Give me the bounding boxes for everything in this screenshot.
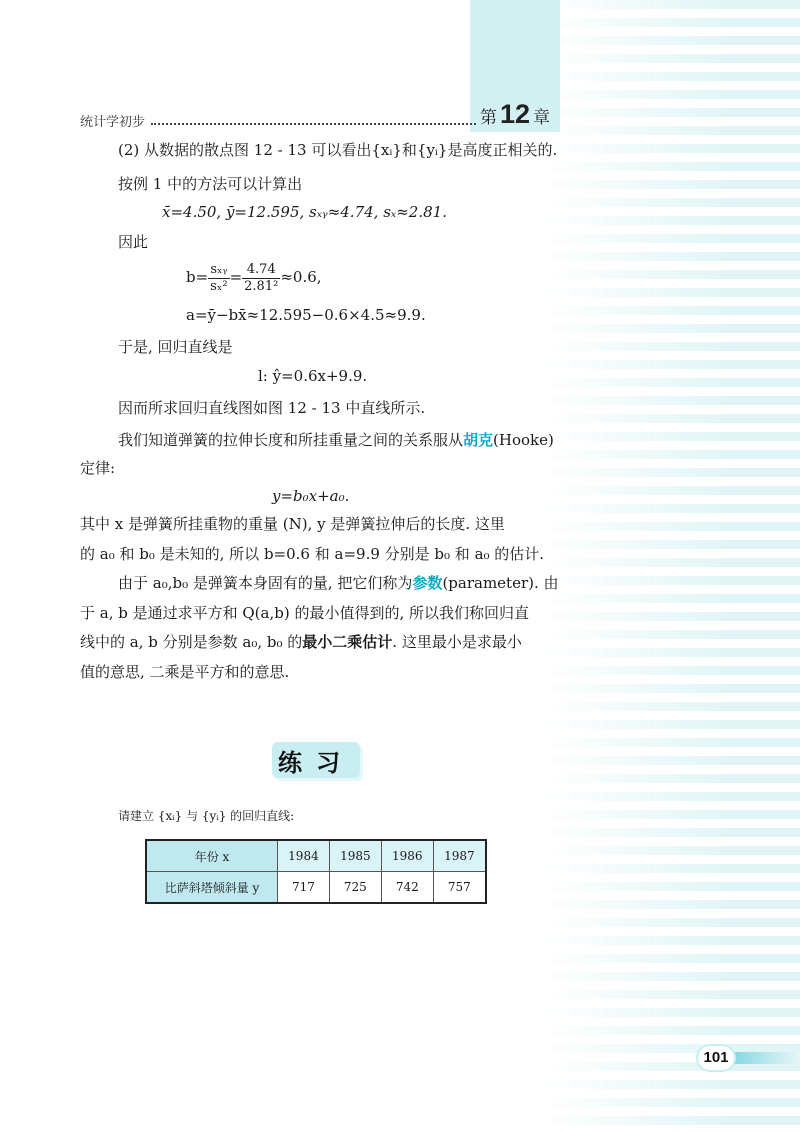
formula-line: y=b₀x+a₀. [272,487,350,505]
table-cell: 1986 [381,840,433,872]
text-span: (Hooke) [493,431,554,449]
paragraph-line: 的 a₀ 和 b₀ 是未知的, 所以 b=0.6 和 a=9.9 分别是 b₀ 和 a₀ 的估计. [80,545,545,563]
table-row-header: 年份 x [146,840,278,872]
text-span: 线中的 a, b 分别是参数 a₀, b₀ 的 [80,633,303,651]
data-table [145,839,487,904]
table-row [146,840,486,872]
fraction-denominator: sₓ² [210,278,228,294]
formula-text: b= [186,268,209,286]
page-number-badge [690,1046,800,1072]
running-header [80,100,550,130]
text-span: (parameter). 由 [442,574,559,592]
paragraph-line: 因而所求回归直线图如图 12 - 13 中直线所示. [118,399,426,417]
text-span: . 这里最小是求最小 [392,633,522,651]
text-span: 由于 a₀,b₀ 是弹簧本身固有的量, 把它们称为 [118,574,413,592]
exercise-title: 练习 [272,742,360,778]
page-number: 101 [698,1046,734,1070]
paragraph-line: (2) 从数据的散点图 12 - 13 可以看出{xᵢ}和{yᵢ}是高度正相关的. [118,141,558,159]
paragraph-line [118,573,559,593]
highlight-term: 胡克 [463,431,494,449]
formula-line: l: ŷ=0.6x+9.9. [258,367,368,385]
paragraph-line [118,430,554,450]
fraction-denominator: 2.81² [244,278,279,294]
formula-b [186,258,322,298]
page-number-bar [728,1052,800,1064]
book-title: 统计学初步 [80,115,146,130]
table-row [146,872,486,904]
paragraph-line: 于 a, b 是通过求平方和 Q(a,b) 的最小值得到的, 所以我们称回归直 [80,604,530,622]
bold-term: 最小二乘估计 [302,633,393,651]
fraction [242,262,280,295]
table-cell: 1987 [433,840,486,872]
paragraph-line: 按例 1 中的方法可以计算出 [118,175,303,193]
exercise-prompt: 请建立 {xᵢ} 与 {yᵢ} 的回归直线: [118,809,295,823]
text-span: 我们知道弹簧的拉伸长度和所挂重量之间的关系服从 [118,431,464,449]
table-cell: 1985 [329,840,381,872]
paragraph-line: 于是, 回归直线是 [118,338,233,356]
chapter-prefix: 第 [479,108,497,128]
paragraph-line: 因此 [118,233,149,251]
table-cell: 725 [329,872,381,904]
table-cell: 742 [381,872,433,904]
formula-text: = [229,268,243,286]
table-cell: 717 [278,872,330,904]
formula-text: ≈0.6, [280,268,322,286]
chapter-number: 12 [499,99,530,129]
chapter-suffix: 章 [533,108,550,128]
paragraph-line: 其中 x 是弹簧所挂重物的重量 (N), y 是弹簧拉伸后的长度. 这里 [80,515,505,533]
table-cell: 1984 [278,840,330,872]
decorative-stripes [540,0,800,1132]
formula-line: x̄=4.50, ȳ=12.595, sₓᵧ≈4.74, sₓ≈2.81. [162,203,447,221]
fraction-numerator: sₓᵧ [208,262,229,279]
fraction-numerator: 4.74 [242,262,280,279]
chapter-label [480,99,550,130]
paragraph-line: 值的意思, 二乘是平方和的意思. [80,663,290,681]
highlight-term: 参数 [412,574,443,592]
table-row-header: 比萨斜塔倾斜量 y [146,872,278,904]
paragraph-line [80,632,522,652]
formula-line: a=ȳ−bx̄≈12.595−0.6×4.5≈9.9. [186,306,426,324]
paragraph-line: 定律: [80,459,116,477]
fraction [208,262,229,295]
table-cell: 757 [433,872,486,904]
leader-dots [151,123,476,125]
